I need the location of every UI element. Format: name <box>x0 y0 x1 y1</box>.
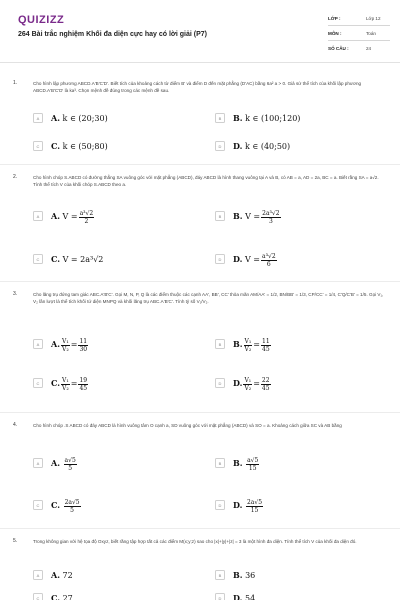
meta-row-count <box>328 41 390 56</box>
option-text: A. $\frac{a√5}{5}$ <box>51 456 76 472</box>
meta-row-class <box>328 11 390 26</box>
question-text: Cho hình chóp .S ABCD có đáy ABCD là hình vuông tâm O cạnh a, SD vuông góc với mặt phẳng (ABCD) và SO = a. Khoảng cách giữa SC và AB bằng <box>33 423 342 428</box>
meta-panel <box>328 11 390 56</box>
option-letter-box[interactable]: A <box>33 211 43 221</box>
option-letter-box[interactable]: B <box>215 339 225 349</box>
option-text: C. k ∈ (50;80) <box>51 141 108 151</box>
option-letter-box[interactable]: C <box>33 500 43 510</box>
option-letter-box[interactable]: B <box>215 570 225 580</box>
option-text: C. V = 2a³√2 <box>51 254 104 264</box>
meta-value-class: Lớp 12 <box>366 16 381 21</box>
question-divider <box>0 528 400 529</box>
meta-row-subject <box>328 26 390 41</box>
option-text: D. k ∈ (40;50) <box>233 141 291 151</box>
option-text: D. V = $\frac{\text{a³√2}}{6}$ <box>233 252 276 268</box>
option-text: B. k ∈ (100;120) <box>233 113 301 123</box>
option-text: A. 72 <box>51 570 73 580</box>
option-text: C. $\frac{2a√5}{5}$ <box>51 498 80 514</box>
meta-value-count: 24 <box>366 46 372 51</box>
option-text: A. $\frac{\text{V₁}}{\text{V₂}}$ = $\frac{11}{30}$ <box>51 337 88 353</box>
option-letter-box[interactable]: C <box>33 254 43 264</box>
option-text: A. k ∈ (20;30) <box>51 113 108 123</box>
question-number: 2. <box>13 174 18 180</box>
question-text: Cho hình lập phương ABCD.A'B'C'D'. Biết tích của khoảng cách từ điểm B' và điểm D đến mặt phẳng (D'AC) bằng 6a² a > 0. Giả sử thể tích của khối lập phương ABCD.A'B'C'D' là ka³. Chọn mệnh đề đúng trong các mệnh đề sau. <box>33 81 362 93</box>
option-letter-box[interactable]: C <box>33 141 43 151</box>
option-text: C. 27 <box>51 593 73 600</box>
question-number: 3. <box>13 291 18 297</box>
option-letter-box[interactable]: C <box>33 378 43 388</box>
option-text: B. $\frac{a√5}{15}$ <box>233 456 259 472</box>
option-letter-box[interactable]: B <box>215 211 225 221</box>
document-title: 264 Bài trắc nghiệm Khối đa diện cực hay có lời giải (P7) <box>18 31 207 38</box>
question-divider <box>0 164 400 165</box>
option-text: B. 36 <box>233 570 256 580</box>
option-letter-box[interactable]: D <box>215 593 225 600</box>
meta-label-count: SỐ CÂU : <box>328 46 349 51</box>
option-text: D. 54 <box>233 593 256 600</box>
question-divider <box>0 412 400 413</box>
question-number: 5. <box>13 538 18 544</box>
question-text: Trong không gian với hệ tọa độ Oxyz, biết rằng tập hợp tất cả các điểm M(x;y;z) sao cho |x|+|y|+|z| = 3 là một hình đa diện. Tính thể tích V của khối đa diện đó. <box>33 539 357 544</box>
header-divider <box>0 62 400 63</box>
option-letter-box[interactable]: A <box>33 458 43 468</box>
question-text: Cho lăng trụ đứng tam giác ABC.A'B'C'. Gọi M, N, P, Q là các điểm thuộc các cạnh AA', BB', CC' thỏa mãn AM/AA' = 1/2, BN/BB' = 1/3, CP/CC' = 1/4, C'Q/C'B' = 1/5. Gọi V₁, V₂ lần lượt là thể tích khối tứ diện MNPQ và khối lăng trụ ABC.A'B'C'. Tính tỷ số V₁/V₂. <box>33 292 384 304</box>
option-letter-box[interactable]: D <box>215 141 225 151</box>
option-letter-box[interactable]: A <box>33 113 43 123</box>
meta-label-class: LỚP : <box>328 16 341 21</box>
option-text: B. V = $\frac{\text{2a³√2}}{3}$ <box>233 209 280 225</box>
question-text: Cho hình chóp S.ABCD có đường thẳng SA vuông góc với mặt phẳng (ABCD), đáy ABCD là hình thang vuông tại A và B, có AB = a, AD = 2a, BC = a. Biết rằng SA = a√2. Tính thể tích V của khối chóp S.ABCD theo a. <box>33 175 379 187</box>
page-header <box>0 0 400 62</box>
option-letter-box[interactable]: B <box>215 458 225 468</box>
option-text: D. $\frac{2a√5}{15}$ <box>233 498 263 514</box>
option-text: D. $\frac{\text{V₁}}{\text{V₂}}$ = $\frac{22}{45}$ <box>233 376 270 392</box>
option-letter-box[interactable]: D <box>215 378 225 388</box>
quizizz-logo: QUIZIZZ <box>18 14 65 26</box>
question-number: 1. <box>13 80 18 86</box>
option-letter-box[interactable]: C <box>33 593 43 600</box>
option-letter-box[interactable]: A <box>33 570 43 580</box>
option-letter-box[interactable]: D <box>215 500 225 510</box>
question-divider <box>0 281 400 282</box>
question-number: 4. <box>13 422 18 428</box>
meta-value-subject: Toán <box>366 31 376 36</box>
option-text: A. V = $\frac{\text{a³√2}}{2}$ <box>51 209 94 225</box>
meta-label-subject: MÔN : <box>328 31 342 36</box>
option-letter-box[interactable]: D <box>215 254 225 264</box>
option-letter-box[interactable]: A <box>33 339 43 349</box>
option-letter-box[interactable]: B <box>215 113 225 123</box>
option-text: C. $\frac{\text{V₁}}{\text{V₂}}$ = $\frac{19}{45}$ <box>51 376 88 392</box>
option-text: B. $\frac{\text{V₁}}{\text{V₂}}$ = $\frac{11}{45}$ <box>233 337 270 353</box>
